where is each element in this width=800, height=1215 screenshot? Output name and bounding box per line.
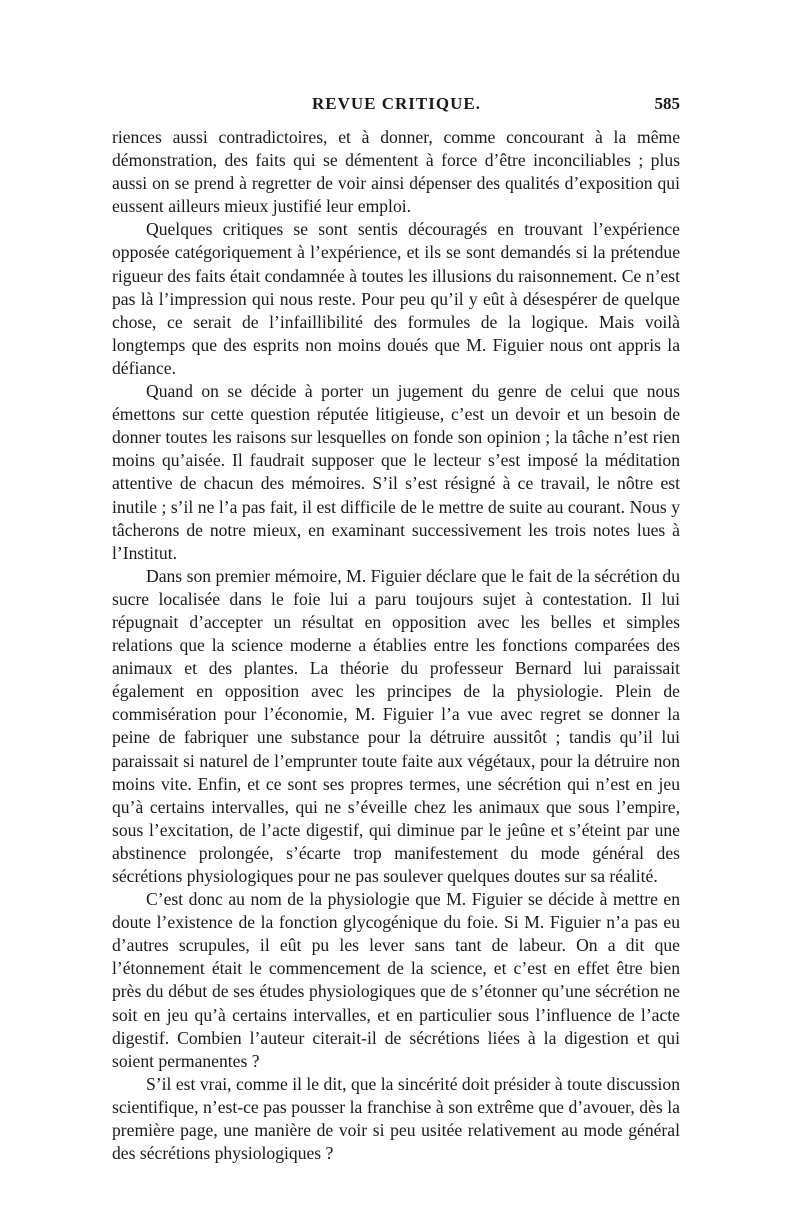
- body-text: [112, 126, 680, 1165]
- paragraph: Quelques critiques se sont sentis découragés en trouvant l’expérience opposée catégoriquement à l’expérience, et ils se sont demandés si la prétendue rigueur des faits était condamnée à toutes les illusions du raisonnement. Ce n’est pas là l’impression qui nous reste. Pour peu qu’il y eût à désespérer de quelque chose, ce serait de l’infaillibilité des formules de la logique. Mais voilà longtemps que des esprits non moins doués que M. Figuier nous ont appris la défiance.: [112, 219, 680, 378]
- paragraph: Quand on se décide à porter un jugement du genre de celui que nous émettons sur cette question réputée litigieuse, c’est un devoir et un besoin de donner toutes les raisons sur lesquelles on fonde son opinion ; la tâche n’est rien moins qu’aisée. Il faudrait supposer que le lecteur s’est imposé la méditation attentive de chacun des mémoires. S’il s’est résigné à ce travail, le nôtre est inutile ; s’il ne l’a pas fait, il est difficile de le mettre de suite au courant. Nous y tâcherons de notre mieux, en examinant successivement les trois notes lues à l’Institut.: [112, 381, 680, 563]
- page-number: 585: [654, 94, 680, 113]
- paragraph: C’est donc au nom de la physiologie que M. Figuier se décide à mettre en doute l’existence de la fonction glycogénique du foie. Si M. Figuier n’a pas eu d’autres scrupules, il eût pu les lever sans tant de labeur. On a dit que l’étonnement était le commencement de la science, et c’est en effet être bien près du début de ses études physiologiques que de s’étonner qu’une sécrétion ne soit en jeu qu’à certains intervalles, et en particulier sous l’influence de l’acte digestif. Combien l’auteur citerait-il de sécrétions liées à la digestion et qui soient permanentes ?: [112, 889, 680, 1071]
- running-title: REVUE CRITIQUE.: [312, 94, 481, 113]
- running-head: [112, 94, 680, 120]
- paragraph: riences aussi contradictoires, et à donner, comme concourant à la même démonstration, des faits qui se démentent à force d’être inconciliables ; plus aussi on se prend à regretter de voir ainsi dépenser des qualités d’exposition qui eussent ailleurs mieux justifié leur emploi.: [112, 127, 680, 217]
- paragraph: Dans son premier mémoire, M. Figuier déclare que le fait de la sécrétion du sucre localisée dans le foie lui a paru toujours sujet à contestation. Il lui répugnait d’accepter un résultat en opposition avec les belles et simples relations que la science moderne a établies entre les fonctions comparées des animaux et des plantes. La théorie du professeur Bernard lui paraissait également en opposition avec les principes de la physiologie. Plein de commisération pour l’économie, M. Figuier l’a vue avec regret se donner la peine de fabriquer une substance pour la détruire aussitôt ; tandis qu’il lui paraissait si naturel de l’emprunter toute faite aux végétaux, pour la détruire non moins vite. Enfin, et ce sont ses propres termes, une sécrétion qui n’est en jeu qu’à certains intervalles, qui ne s’éveille chez les animaux que sous l’empire, sous l’excitation, de l’acte digestif, qui diminue par le jeûne et s’éteint par une abstinence prolongée, s’écarte trop manifestement du mode général des sécrétions physiologiques pour ne pas soulever quelques doutes sur sa réalité.: [112, 565, 680, 886]
- paragraph: S’il est vrai, comme il le dit, que la sincérité doit présider à toute discussion scientifique, n’est-ce pas pousser la franchise à son extrême que d’avouer, dès la première page, une manière de voir si peu usitée relativement au mode général des sécrétions physiologiques ?: [112, 1073, 680, 1164]
